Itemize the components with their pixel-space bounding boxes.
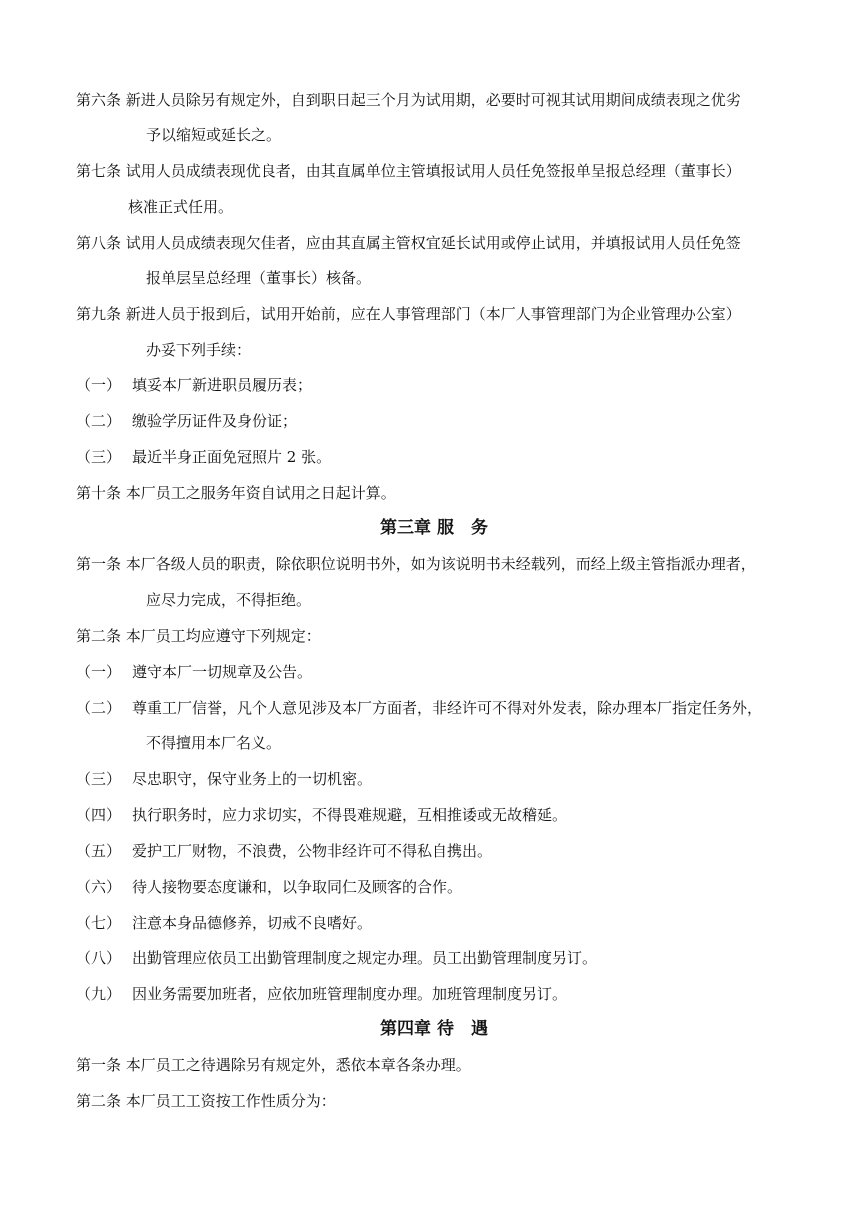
list-item-marker: （七） xyxy=(76,914,122,932)
list-item-marker: （五） xyxy=(76,842,122,860)
list-item-marker: （二） xyxy=(76,412,122,430)
chapter-3-heading: 第三章 服 务 xyxy=(380,518,488,538)
ch4-article-2: 第二条 本厂员工工资按工作性质分为： xyxy=(76,1092,336,1110)
list-item: 尊重工厂信誉，凡个人意见涉及本厂方面者，非经许可不得对外发表，除办理本厂指定任务外， xyxy=(132,699,763,717)
list-item: 遵守本厂一切规章及公告。 xyxy=(132,663,313,681)
article-9: 第九条 新进人员于报到后，试用开始前，应在人事管理部门（本厂人事管理部门为企业管理办公室） xyxy=(76,305,741,323)
list-item-marker: （二） xyxy=(76,699,122,717)
ch3-article-1: 第一条 本厂各级人员的职责，除依职位说明书外，如为该说明书未经载列，而经上级主管指派办理者， xyxy=(76,555,756,573)
list-item-cont: 不得擅用本厂名义。 xyxy=(146,734,282,752)
article-6: 第六条 新进人员除另有规定外，自到职日起三个月为试用期，必要时可视其试用期间成绩表现之优劣 xyxy=(76,91,741,109)
list-item-marker: （六） xyxy=(76,878,122,896)
chapter-4-heading: 第四章 待 遇 xyxy=(380,1019,488,1039)
list-item: 填妥本厂新进职员履历表； xyxy=(132,376,313,394)
list-item-marker: （四） xyxy=(76,806,122,824)
article-7-cont: 核准正式任用。 xyxy=(128,198,234,216)
ch4-article-1: 第一条 本厂员工之待遇除另有规定外，悉依本章各条办理。 xyxy=(76,1056,471,1074)
list-item-marker: （八） xyxy=(76,949,122,967)
list-item: 缴验学历证件及身份证； xyxy=(132,412,298,430)
ch3-article-2: 第二条 本厂员工均应遵守下列规定： xyxy=(76,627,321,645)
list-item-marker: （三） xyxy=(76,448,122,466)
list-item-marker: （九） xyxy=(76,985,122,1003)
article-8-cont: 报单层呈总经理（董事长）核备。 xyxy=(146,269,372,287)
list-item-marker: （三） xyxy=(76,770,122,788)
list-item: 注意本身品德修养，切戒不良嗜好。 xyxy=(132,914,373,932)
article-9-cont: 办妥下列手续： xyxy=(146,341,252,359)
list-item-marker: （一） xyxy=(76,663,122,681)
article-7: 第七条 试用人员成绩表现优良者，由其直属单位主管填报试用人员任免签报单呈报总经理（董事长） xyxy=(76,162,741,180)
list-item-marker: （一） xyxy=(76,376,122,394)
article-6-cont: 予以缩短或延长之。 xyxy=(146,126,282,144)
article-10: 第十条 本厂员工之服务年资自试用之日起计算。 xyxy=(76,484,396,502)
list-item: 爱护工厂财物，不浪费，公物非经许可不得私自携出。 xyxy=(132,842,493,860)
list-item: 最近半身正面免冠照片 2 张。 xyxy=(132,448,332,466)
list-item: 执行职务时，应力求切实，不得畏难规避，互相推诿或无故稽延。 xyxy=(132,806,568,824)
ch3-article-1-cont: 应尽力完成，不得拒绝。 xyxy=(146,591,312,609)
article-8: 第八条 试用人员成绩表现欠佳者，应由其直属主管权宜延长试用或停止试用，并填报试用人员任免签 xyxy=(76,234,741,252)
list-item: 待人接物要态度谦和，以争取同仁及顾客的合作。 xyxy=(132,878,463,896)
list-item: 因业务需要加班者，应依加班管理制度办理。加班管理制度另订。 xyxy=(132,985,568,1003)
list-item: 尽忠职守，保守业务上的一切机密。 xyxy=(132,770,373,788)
list-item: 出勤管理应依员工出勤管理制度之规定办理。员工出勤管理制度另订。 xyxy=(132,949,598,967)
